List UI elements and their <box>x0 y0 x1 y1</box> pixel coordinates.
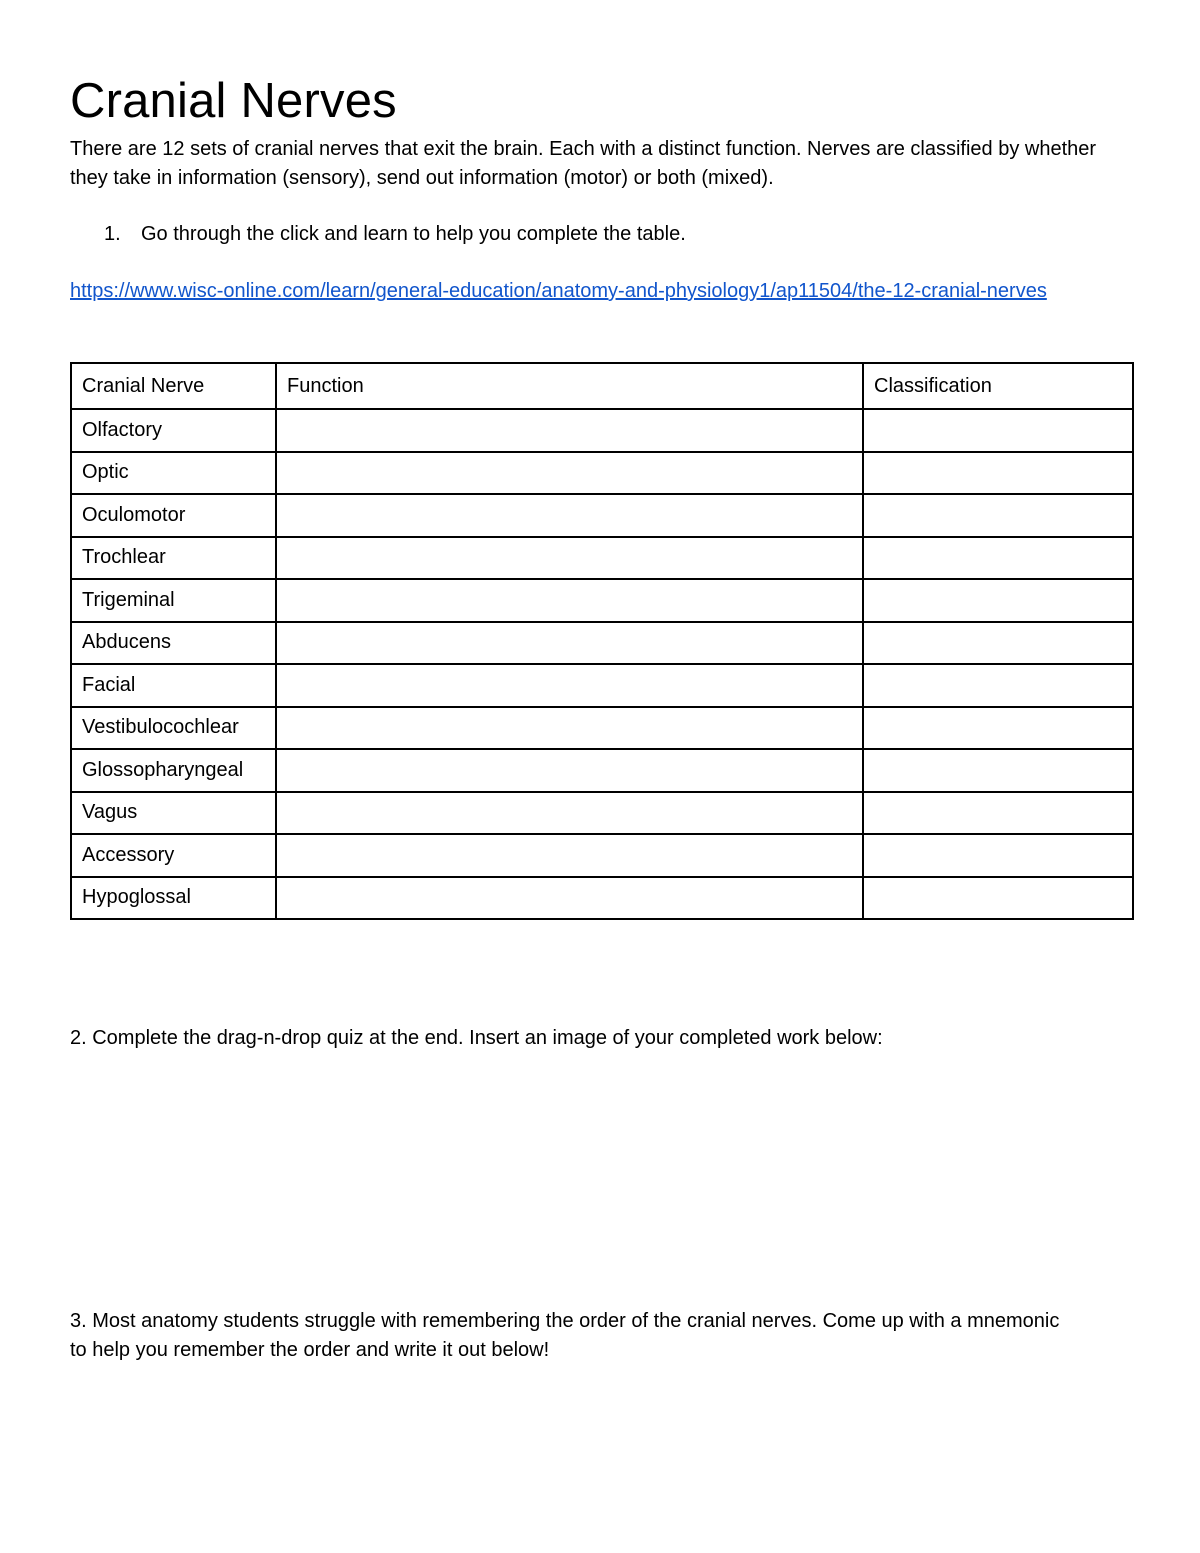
nerve-name-cell: Optic <box>71 452 276 495</box>
table-row <box>71 579 1133 622</box>
step-3-instruction: 3. Most anatomy students struggle with remembering the order of the cranial nerves. Come up with a mnemonic to help you remember the order and write it out below! <box>70 1310 1060 1361</box>
nerve-name-cell: Vestibulocochlear <box>71 707 276 750</box>
function-cell[interactable] <box>276 452 863 495</box>
function-cell[interactable] <box>276 664 863 707</box>
table-row <box>71 792 1133 835</box>
nerve-name-cell: Trigeminal <box>71 579 276 622</box>
function-cell[interactable] <box>276 792 863 835</box>
nerve-name-cell: Olfactory <box>71 409 276 452</box>
classification-cell[interactable] <box>863 877 1133 920</box>
function-cell[interactable] <box>276 834 863 877</box>
header-classification: Classification <box>863 363 1133 409</box>
table-header-row <box>71 363 1133 409</box>
table-row <box>71 494 1133 537</box>
image-insert-area[interactable] <box>70 1060 1132 1290</box>
classification-cell[interactable] <box>863 622 1133 665</box>
classification-cell[interactable] <box>863 409 1133 452</box>
table-row <box>71 707 1133 750</box>
nerve-name-cell: Abducens <box>71 622 276 665</box>
nerve-name-cell: Oculomotor <box>71 494 276 537</box>
classification-cell[interactable] <box>863 834 1133 877</box>
table-row <box>71 409 1133 452</box>
classification-cell[interactable] <box>863 664 1133 707</box>
nerve-name-cell: Vagus <box>71 792 276 835</box>
classification-cell[interactable] <box>863 537 1133 580</box>
function-cell[interactable] <box>276 579 863 622</box>
nerve-name-cell: Hypoglossal <box>71 877 276 920</box>
function-cell[interactable] <box>276 749 863 792</box>
classification-cell[interactable] <box>863 452 1133 495</box>
cranial-nerves-table <box>70 362 1134 920</box>
wisc-online-link[interactable]: https://www.wisc-online.com/learn/general-education/anatomy-and-physiology1/ap11504/the-12-cranial-nerves <box>70 280 1047 302</box>
nerve-name-cell: Accessory <box>71 834 276 877</box>
step-1-number: 1. <box>104 223 121 245</box>
page-title: Cranial Nerves <box>70 74 397 128</box>
step-1-instruction <box>104 220 686 248</box>
nerve-name-cell: Facial <box>71 664 276 707</box>
table-row <box>71 877 1133 920</box>
nerve-name-cell: Glossopharyngeal <box>71 749 276 792</box>
classification-cell[interactable] <box>863 707 1133 750</box>
function-cell[interactable] <box>276 409 863 452</box>
function-cell[interactable] <box>276 707 863 750</box>
table-row <box>71 749 1133 792</box>
step-1-text: Go through the click and learn to help you complete the table. <box>141 223 686 245</box>
header-function: Function <box>276 363 863 409</box>
classification-cell[interactable] <box>863 494 1133 537</box>
function-cell[interactable] <box>276 622 863 665</box>
intro-paragraph: There are 12 sets of cranial nerves that exit the brain. Each with a distinct function. Nerves are classified by whether they take in information (sensory), send out information (motor) or both (mixed). <box>70 138 1097 189</box>
function-cell[interactable] <box>276 494 863 537</box>
mnemonic-answer-area[interactable] <box>70 1372 1132 1522</box>
table-row <box>71 452 1133 495</box>
nerve-name-cell: Trochlear <box>71 537 276 580</box>
header-cranial-nerve: Cranial Nerve <box>71 363 276 409</box>
table-row <box>71 622 1133 665</box>
table-row <box>71 537 1133 580</box>
function-cell[interactable] <box>276 877 863 920</box>
classification-cell[interactable] <box>863 579 1133 622</box>
step-2-instruction: 2. Complete the drag-n-drop quiz at the end. Insert an image of your completed work below: <box>70 1027 883 1049</box>
classification-cell[interactable] <box>863 792 1133 835</box>
function-cell[interactable] <box>276 537 863 580</box>
table-row <box>71 664 1133 707</box>
classification-cell[interactable] <box>863 749 1133 792</box>
table-row <box>71 834 1133 877</box>
